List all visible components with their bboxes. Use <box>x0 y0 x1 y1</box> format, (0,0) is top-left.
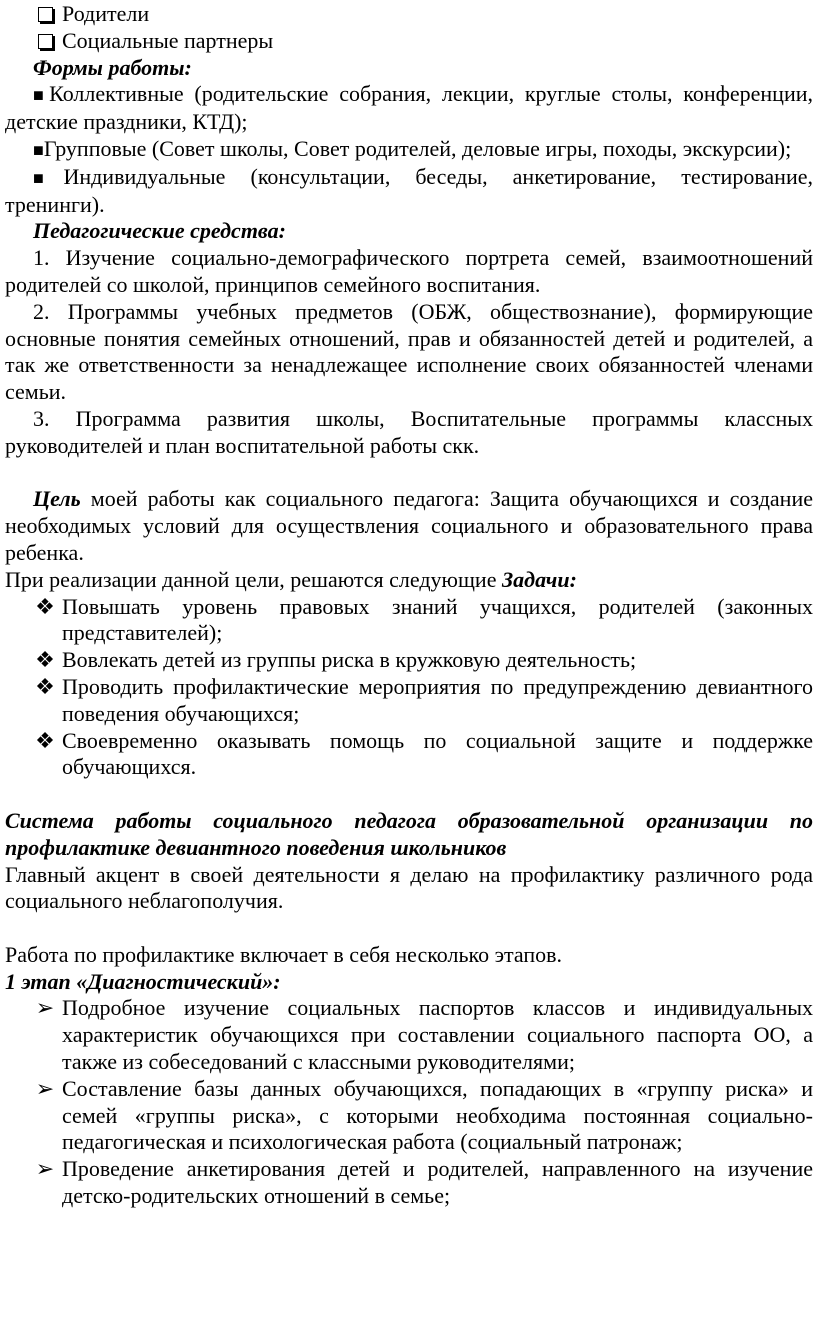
diamond-bullet-icon: ❖ <box>35 727 55 753</box>
checkbox-icon <box>33 28 57 55</box>
stage1-heading: 1 этап «Диагностический»: <box>5 968 281 994</box>
diamond-bullet-icon: ❖ <box>35 673 55 699</box>
forms-item: ■Коллективные (родительские собрания, лекции, круглые столы, конференции, детские праздники, КТД); <box>5 81 814 135</box>
stage-item: ➢ Проведение анкетирования детей и родителей, направленного на изучение детско-родительских отношений в семье; <box>5 1156 813 1210</box>
arrow-bullet-icon: ➢ <box>35 1156 55 1182</box>
square-bullet-icon: ■ <box>33 167 64 188</box>
means-item: 1. Изучение социально-демографического портрета семей, взаимоотношений родителей со школой, принципов семейного воспитания. <box>5 245 813 297</box>
diamond-bullet-icon: ❖ <box>35 647 55 673</box>
system-text: Главный акцент в своей деятельности я делаю на профилактику различного рода социального неблагополучия. <box>5 861 813 914</box>
goal-label: Цель <box>33 486 81 512</box>
task-item: ❖ Проводить профилактические мероприятия по предупреждению девиантного поведения обучающихся; <box>5 674 813 728</box>
means-heading: Педагогические средства: <box>33 218 286 244</box>
task-item: ❖ Вовлекать детей из группы риска в кружковую деятельность; <box>5 647 813 674</box>
system-heading: Система работы социального педагога образовательной организации по профилактике девиантного поведения школьников <box>5 807 813 860</box>
forms-heading: Формы работы: <box>33 54 192 80</box>
means-item: 3. Программа развития школы, Воспитательные программы классных руководителей и план воспитательной работы скк. <box>5 405 813 458</box>
forms-item: ■Групповые (Совет школы, Совет родителей, деловые игры, походы, экскурсии); <box>33 135 792 161</box>
forms-item: ■Индивидуальные (консультации, беседы, анкетирование, тестирование, тренинги). <box>5 163 813 217</box>
diamond-bullet-icon: ❖ <box>35 593 55 619</box>
arrow-bullet-icon: ➢ <box>35 1075 55 1101</box>
stage-item: ➢ Составление базы данных обучающихся, попадающих в «группу риска» и семей «группы риска», с которыми необходима постоянная социально-педагогическая и психологическая работа (социальный патронаж; <box>5 1076 813 1156</box>
checkbox-icon <box>33 1 57 28</box>
list-item: Социальные партнеры <box>5 28 813 55</box>
tasks-label: Задачи: <box>501 566 577 592</box>
arrow-bullet-icon: ➢ <box>35 995 55 1021</box>
list-item: Родители <box>5 1 813 28</box>
goal-paragraph: Цель моей работы как социального педагога: Защита обучающихся и создание необходимых условий для осуществления социального и образовательного права ребенка. <box>5 486 813 565</box>
task-item: ❖ Своевременно оказывать помощь по социальной защите и поддержке обучающихся. <box>5 728 813 782</box>
square-bullet-icon: ■ <box>33 85 50 106</box>
stages-intro: Работа по профилактике включает в себя несколько этапов. <box>5 941 563 967</box>
means-item: 2. Программы учебных предметов (ОБЖ, обществознание), формирующие основные понятия семейных отношений, прав и обязанностей детей и родителей, а так же ответственности за ненадлежащее исполнение своих обязанностей членами семьи. <box>5 298 813 405</box>
stage-item: ➢ Подробное изучение социальных паспортов классов и индивидуальных характеристик обучающихся при составлении социального паспорта ОО, а также из собеседований с классными руководителями; <box>5 995 813 1075</box>
tasks-intro: При реализации данной цели, решаются следующие Задачи: <box>5 566 577 592</box>
task-item: ❖ Повышать уровень правовых знаний учащихся, родителей (законных представителей); <box>5 594 813 648</box>
square-bullet-icon: ■ <box>33 139 44 160</box>
